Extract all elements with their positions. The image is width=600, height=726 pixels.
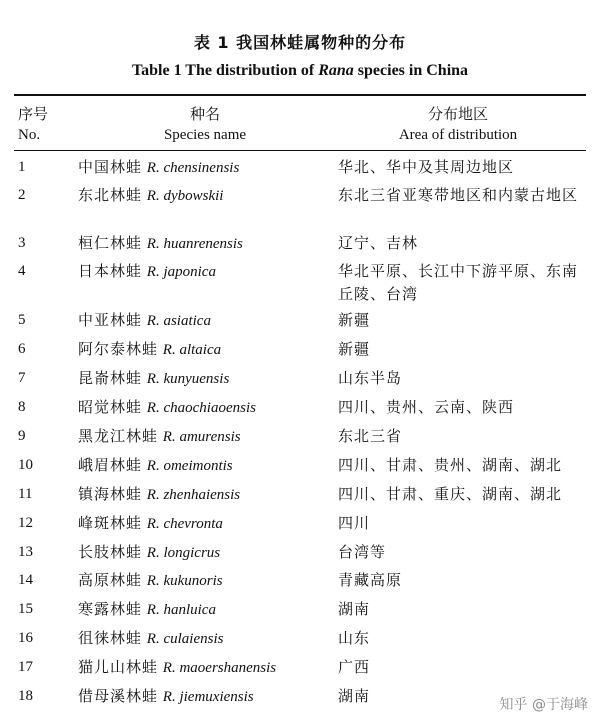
species-name-scientific: R. huanrenensis bbox=[146, 236, 243, 252]
species-name bbox=[78, 541, 220, 565]
distribution-area: 四川、甘肃、贵州、湖南、湖北 bbox=[338, 456, 563, 474]
distribution-area: 辽宁、吉林 bbox=[338, 234, 419, 252]
row-number: 6 bbox=[18, 341, 26, 357]
row-number: 2 bbox=[18, 187, 26, 203]
header-area-cn: 分布地区 bbox=[427, 105, 488, 123]
header-number bbox=[18, 104, 48, 146]
species-name-scientific: R. longicrus bbox=[146, 545, 221, 561]
species-name-cn: 镇海林蛙 bbox=[78, 485, 143, 503]
row-number: 8 bbox=[18, 399, 26, 415]
species-name bbox=[78, 396, 256, 420]
species-name-scientific: R. dybowskii bbox=[146, 188, 224, 204]
species-name-cn: 徂徕林蛙 bbox=[78, 629, 143, 647]
caption-en-italic: Rana bbox=[318, 62, 354, 79]
distribution-area: 湖南 bbox=[338, 600, 371, 618]
distribution-area: 台湾等 bbox=[338, 543, 387, 561]
species-name bbox=[78, 338, 221, 362]
species-name-scientific: R. kukunoris bbox=[146, 573, 223, 589]
species-name-cn: 昆嵛林蛙 bbox=[78, 369, 143, 387]
distribution-area: 湖南 bbox=[338, 687, 371, 705]
species-name-scientific: R. chevronta bbox=[146, 516, 223, 532]
species-name-scientific: R. japonica bbox=[146, 264, 216, 280]
header-species bbox=[120, 104, 290, 146]
row-number: 9 bbox=[18, 428, 26, 444]
distribution-area: 青藏高原 bbox=[338, 571, 403, 589]
caption-en-prefix: Table 1 The distribution of bbox=[131, 62, 319, 79]
header-area bbox=[372, 104, 544, 146]
species-name bbox=[78, 156, 239, 180]
distribution-area: 华北平原、长江中下游平原、东南丘陵、台湾 bbox=[338, 262, 579, 303]
row-number: 12 bbox=[18, 515, 33, 531]
species-name-cn: 阿尔泰林蛙 bbox=[78, 340, 159, 358]
distribution-area: 广西 bbox=[338, 658, 371, 676]
species-name-cn: 峨眉林蛙 bbox=[78, 456, 143, 474]
distribution-area: 四川、贵州、云南、陕西 bbox=[338, 398, 515, 416]
species-name bbox=[78, 309, 211, 333]
species-name-scientific: R. omeimontis bbox=[146, 458, 233, 474]
header-number-en: No. bbox=[18, 127, 41, 143]
species-name-scientific: R. maoershanensis bbox=[162, 660, 277, 676]
row-number: 1 bbox=[18, 159, 26, 175]
species-name-scientific: R. asiatica bbox=[146, 313, 211, 329]
species-name bbox=[78, 483, 240, 507]
species-name-cn: 黑龙江林蛙 bbox=[78, 427, 159, 445]
distribution-area: 华北、华中及其周边地区 bbox=[338, 158, 515, 176]
species-name-cn: 寒露林蛙 bbox=[78, 600, 143, 618]
distribution-area: 四川、甘肃、重庆、湖南、湖北 bbox=[338, 485, 563, 503]
species-name bbox=[78, 656, 276, 680]
row-number: 5 bbox=[18, 312, 26, 328]
species-name bbox=[78, 512, 223, 536]
table-top-rule bbox=[14, 94, 586, 96]
species-name bbox=[78, 260, 216, 284]
row-number: 18 bbox=[18, 688, 33, 704]
species-name-cn: 昭觉林蛙 bbox=[78, 398, 143, 416]
species-name bbox=[78, 598, 216, 622]
species-name-scientific: R. zhenhaiensis bbox=[146, 487, 241, 503]
distribution-area: 东北三省亚寒带地区和内蒙古地区 bbox=[338, 186, 579, 204]
header-number-cn: 序号 bbox=[18, 105, 49, 123]
header-species-en: Species name bbox=[163, 127, 247, 143]
species-name bbox=[78, 425, 241, 449]
row-number: 16 bbox=[18, 630, 33, 646]
row-number: 4 bbox=[18, 263, 26, 279]
species-name bbox=[78, 454, 233, 478]
species-name-cn: 桓仁林蛙 bbox=[78, 234, 143, 252]
species-name-cn: 日本林蛙 bbox=[78, 262, 143, 280]
header-area-en: Area of distribution bbox=[398, 127, 518, 143]
species-name-cn: 长肢林蛙 bbox=[78, 543, 143, 561]
species-name-scientific: R. amurensis bbox=[162, 429, 241, 445]
table-header-rule bbox=[14, 150, 586, 151]
row-number: 13 bbox=[18, 544, 33, 560]
header-species-cn: 种名 bbox=[189, 105, 220, 123]
distribution-area: 山东半岛 bbox=[338, 369, 403, 387]
distribution-area: 新疆 bbox=[338, 340, 371, 358]
species-name-cn: 猫儿山林蛙 bbox=[78, 658, 159, 676]
caption-en-suffix: species in China bbox=[353, 62, 469, 79]
species-name bbox=[78, 685, 254, 709]
row-number: 11 bbox=[18, 486, 33, 502]
row-number: 15 bbox=[18, 601, 33, 617]
species-name bbox=[78, 232, 243, 256]
row-number: 17 bbox=[18, 659, 33, 675]
distribution-area: 四川 bbox=[338, 514, 371, 532]
species-name-scientific: R. chaochiaoensis bbox=[146, 400, 256, 416]
species-name-scientific: R. altaica bbox=[162, 342, 222, 358]
species-name-scientific: R. kunyuensis bbox=[146, 371, 230, 387]
row-number: 7 bbox=[18, 370, 26, 386]
table-caption-cn: 表 1 我国林蛙属物种的分布 bbox=[193, 33, 407, 52]
table-caption-en bbox=[0, 62, 600, 80]
row-number: 3 bbox=[18, 235, 26, 251]
species-name-cn: 东北林蛙 bbox=[78, 186, 143, 204]
species-name bbox=[78, 627, 223, 651]
species-name bbox=[78, 184, 223, 208]
species-name-scientific: R. jiemuxiensis bbox=[162, 689, 254, 705]
species-name-scientific: R. chensinensis bbox=[146, 160, 240, 176]
distribution-area: 山东 bbox=[338, 629, 371, 647]
species-name-cn: 中国林蛙 bbox=[78, 158, 143, 176]
species-name bbox=[78, 569, 223, 593]
species-name-cn: 峰斑林蛙 bbox=[78, 514, 143, 532]
species-name-scientific: R. culaiensis bbox=[146, 631, 224, 647]
species-name bbox=[78, 367, 229, 391]
distribution-area: 新疆 bbox=[338, 311, 371, 329]
watermark: 知乎 @于海峰 bbox=[499, 697, 588, 713]
distribution-area: 东北三省 bbox=[338, 427, 403, 445]
row-number: 14 bbox=[18, 572, 33, 588]
row-number: 10 bbox=[18, 457, 33, 473]
species-name-cn: 高原林蛙 bbox=[78, 571, 143, 589]
species-name-cn: 借母溪林蛙 bbox=[78, 687, 159, 705]
species-name-scientific: R. hanluica bbox=[146, 602, 216, 618]
species-name-cn: 中亚林蛙 bbox=[78, 311, 143, 329]
